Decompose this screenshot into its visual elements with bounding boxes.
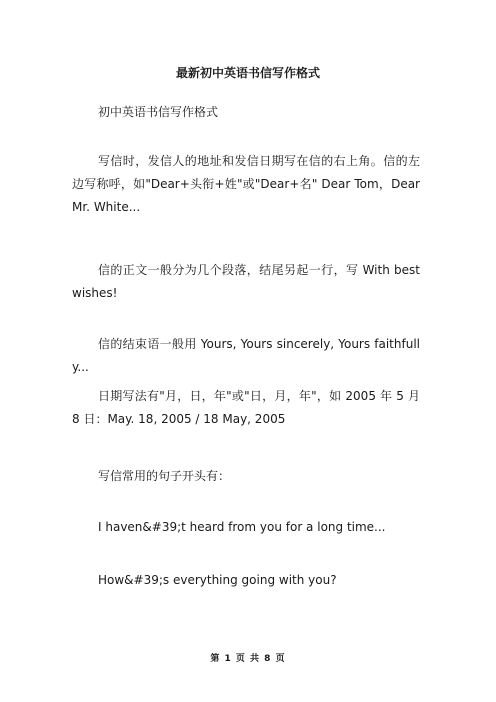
- paragraph-common-openers: 写信常用的句子开头有：: [98, 469, 231, 483]
- paragraph-body: 信的正文一般分为几个段落，结尾另起一行，写 With best wishes!: [72, 263, 420, 300]
- paragraph-example-2: How&#39;s everything going with you?: [98, 573, 337, 587]
- paragraph-salutation: 写信时，发信人的地址和发信日期写在信的右上角。信的左边写称呼，如"Dear+头衔+姓"或"Dear+名" Dear Tom，Dear Mr. White...: [72, 154, 420, 214]
- paragraph-example-1: I haven&#39;t heard from you for a long time...: [98, 520, 386, 534]
- page-number: 第 1 页 共 8 页: [210, 654, 286, 664]
- document-title: 最新初中英语书信写作格式: [175, 66, 320, 80]
- paragraph-subtitle: 初中英语书信写作格式: [98, 105, 219, 119]
- paragraph-closing: 信的结束语一般用 Yours, Yours sincerely, Yours faithfully...: [72, 337, 420, 374]
- paragraph-date-format: 日期写法有"月，日，年"或"日，月，年"，如 2005 年 5 月 8 日：May. 18, 2005 / 18 May, 2005: [72, 389, 420, 426]
